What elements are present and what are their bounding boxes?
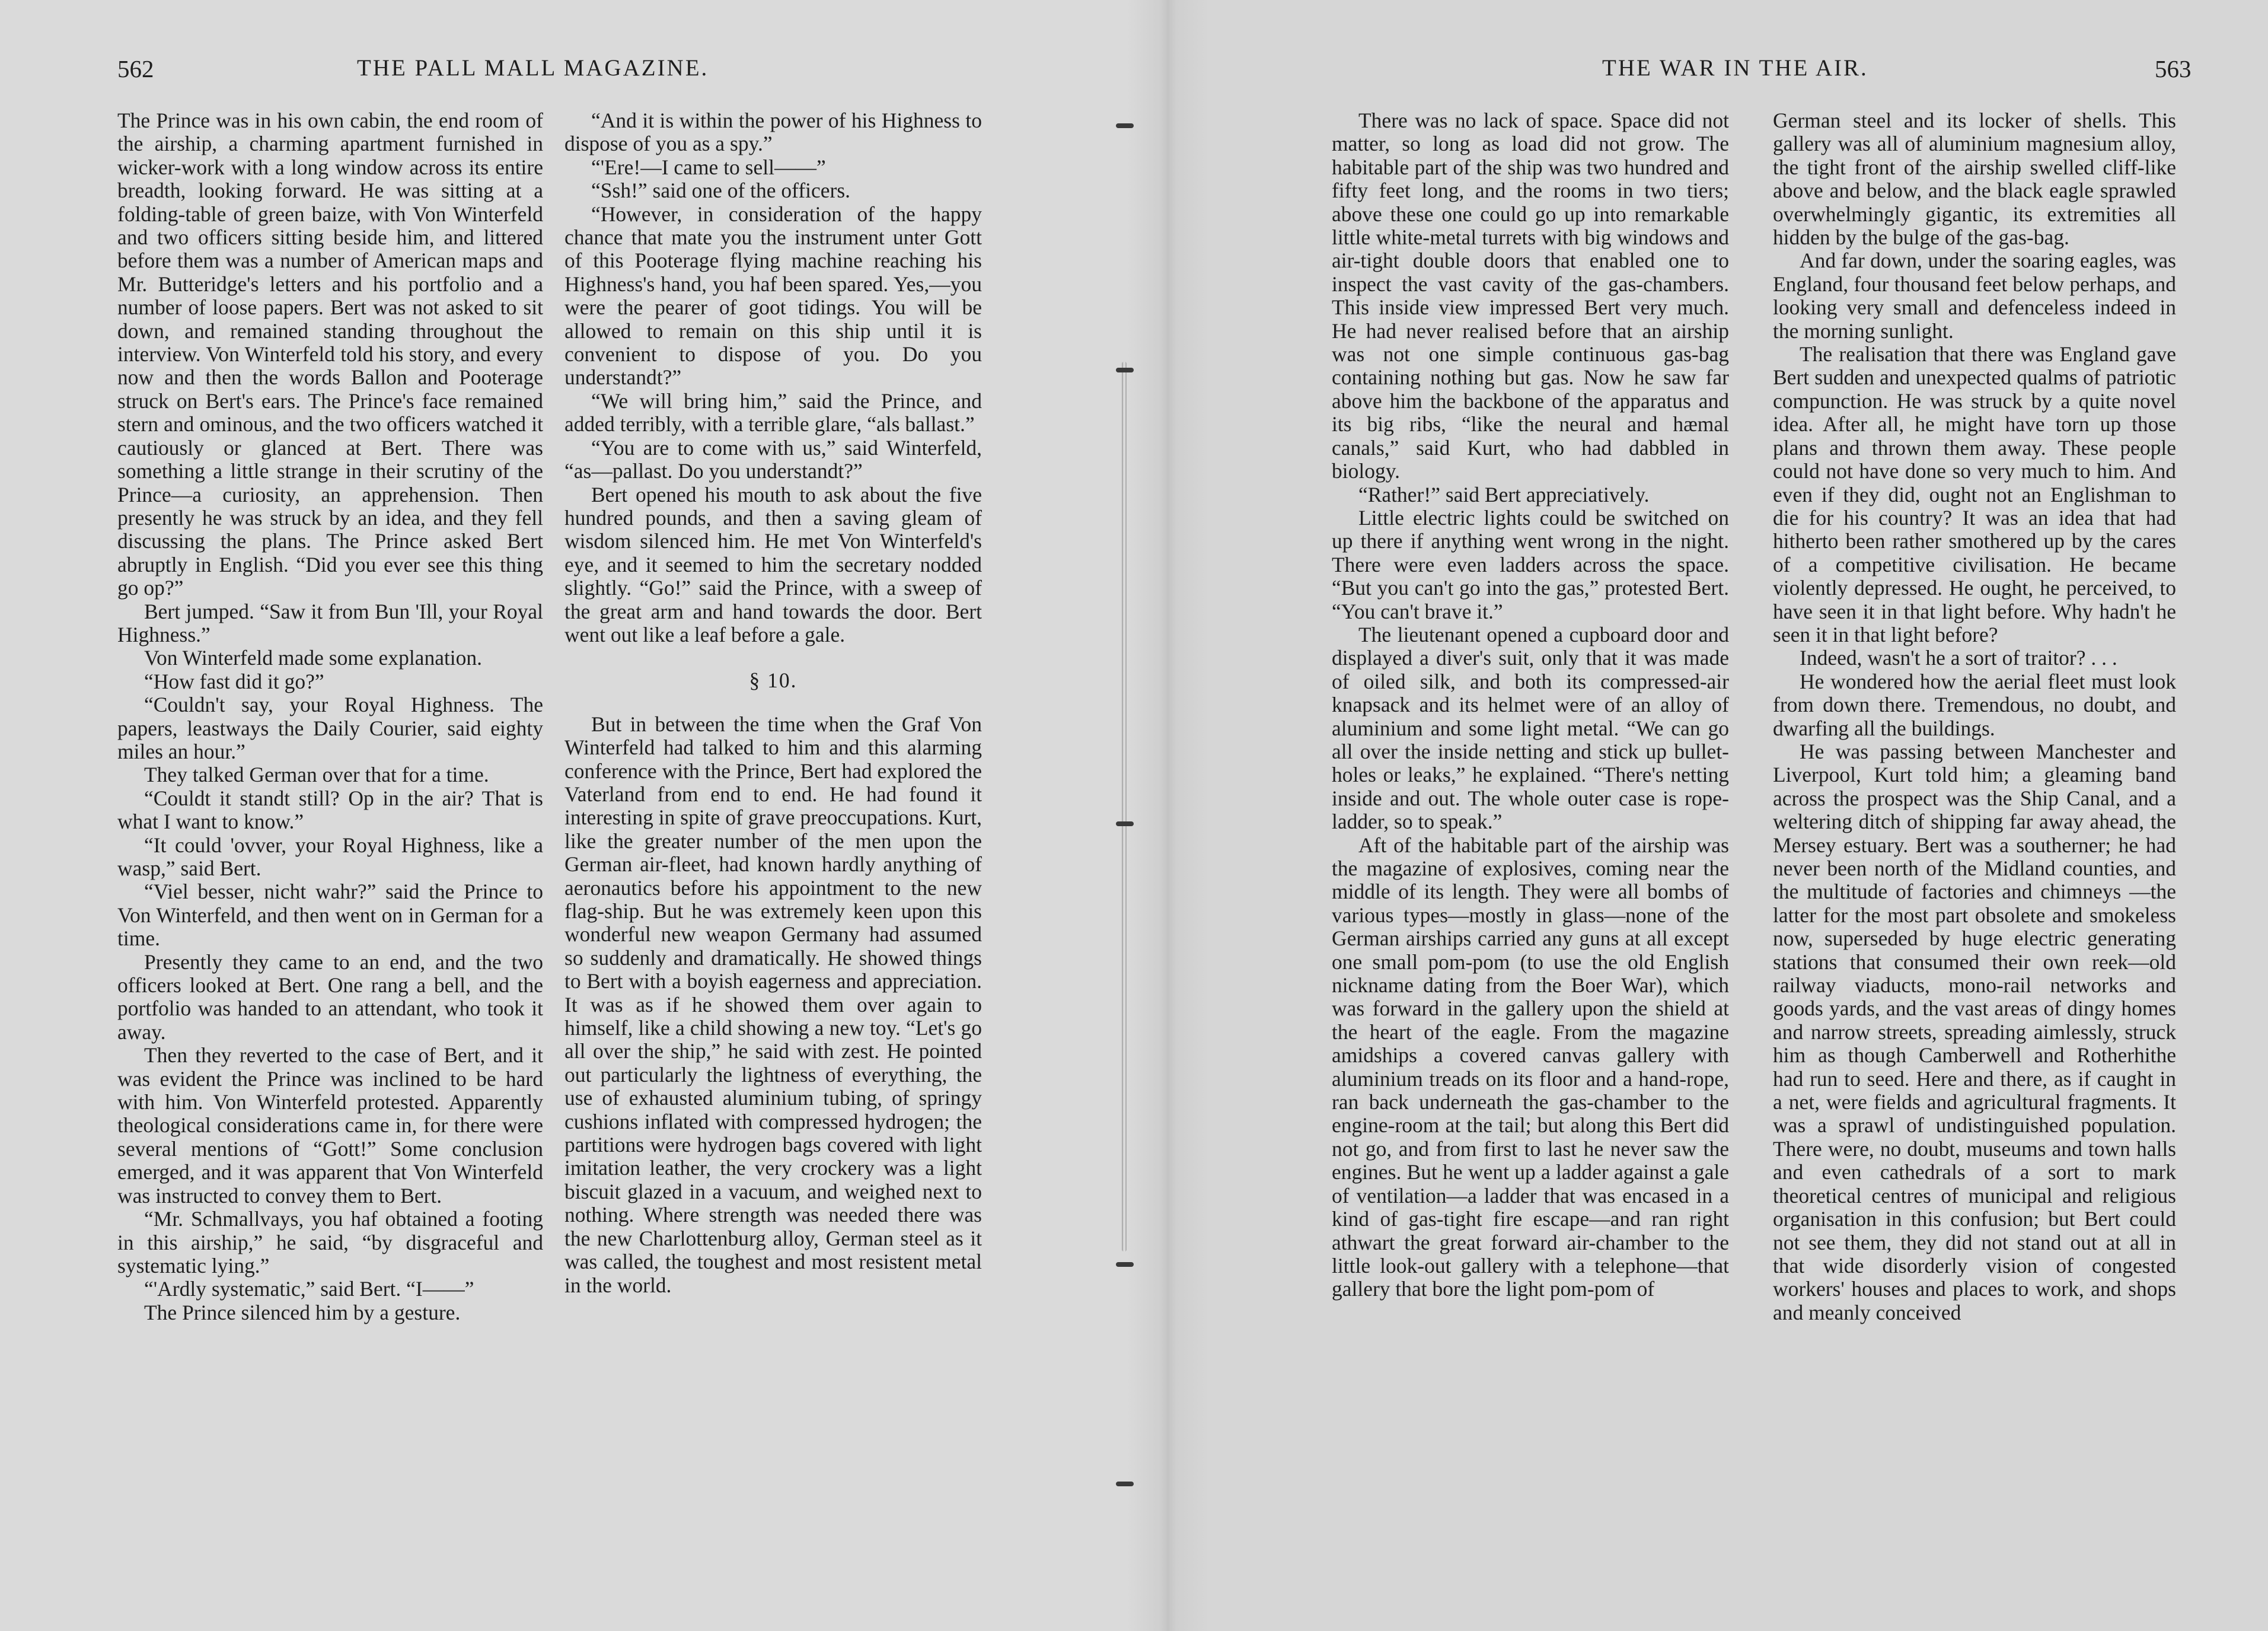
paragraph: “You are to come with us,” said Winterfeld, “as—pallast. Do you understandt?”	[564, 435, 982, 483]
paragraph: There was no lack of space. Space did not matter, so long as load did not grow. The habitable part of the ship was two hundred and fifty feet long, and the rooms in two tiers; above these one could go up into remarkable little white-metal turrets with big windows and air-tight double doors that enabled one to inspect the vast cavity of the gas-chambers. This inside view impressed Bert very much. He had never realised before that an airship was not one simple continuous gas-bag containing nothing but gas. Now he saw far above him the backbone of the apparatus and its big ribs, “like the neural and hæmal canals,” said Kurt, who had dabbled in biology.	[1332, 109, 1729, 483]
paragraph: The Prince was in his own cabin, the end room of the airship, a charming apartment furnished in wicker-work with a long window across its entire breadth, looking forward. He was sitting at a folding-table of green baize, with Von Winterfeld and two officers sitting beside him, and littered before them was a number of American maps and Mr. Butteridge's letters and his portfolio and a number of loose papers. Bert was not asked to sit down, and remained standing throughout the interview. Von Winterfeld told his story, and every now and then the words Ballon and Pooterage struck on Bert's ears. The Prince's face remained stern and ominous, and the two officers watched it cautiously or glanced at Bert. There was something a little strange in their scrutiny of the Prince—a curiosity, an apprehension. Then presently he was struck by an idea, and they fell discussing the plans. The Prince asked Bert abruptly in English. “Did you ever see this thing go op?”	[117, 109, 543, 600]
right-page	[1168, 0, 2268, 1631]
binding-stitch	[1116, 1482, 1134, 1486]
paragraph: “Rather!” said Bert appreciatively.	[1358, 482, 1650, 506]
binding-stitch	[1116, 821, 1134, 826]
left-page-number: 562	[117, 55, 154, 82]
paragraph: “And it is within the power of his Highness to dispose of you as a spy.”	[564, 109, 982, 156]
paragraph: “Couldt it standt still? Op in the air? That is what I want to know.”	[117, 786, 543, 834]
paragraph: Then they reverted to the case of Bert, and it was evident the Prince was inclined to be hard with him. Von Winterfeld protested. Apparently theological considerations came in, for there were several mentions of “Gott!” Some conclusion emerged, and it was apparent that Von Winterfeld was instructed to convey them to Bert.	[117, 1043, 543, 1208]
paragraph: Indeed, wasn't he a sort of traitor? . . .	[1800, 646, 2117, 670]
paragraph: The realisation that there was England gave Bert sudden and unexpected qualms of patriotic compunction. He was struck by a quite novel idea. After all, he might have torn up those plans and thrown them away. These people could not have done so very much to him. And even if they did, ought not an Englishman to die for his country? It was an idea that had hitherto been rather smothered up by the cares of a competitive civilisation. He became violently depressed. He ought, he perceived, to have seen it in that light before. Why hadn't he seen it in that light before?	[1773, 342, 2176, 646]
paragraph: Little electric lights could be switched on up there if anything went wrong in the night. There were even ladders across the space. “But you can't go into the gas,” protested Bert. “You can't brave it.”	[1332, 505, 1729, 623]
paragraph: He wondered how the aerial fleet must look from down there. Tremendous, no doubt, and dwarfing all the buildings.	[1773, 669, 2176, 740]
paragraph: Bert jumped. “Saw it from Bun 'Ill, your Royal Highness.”	[117, 599, 543, 646]
binding-stitch	[1116, 368, 1134, 372]
binding-stitch	[1116, 1262, 1134, 1267]
paragraph: “Mr. Schmallvays, you haf obtained a footing in this airship,” he said, “by disgraceful and systematic lying.”	[117, 1207, 543, 1278]
paragraph: “'Ere!—I came to sell——”	[591, 155, 826, 179]
paragraph: Bert opened his mouth to ask about the five hundred pounds, and then a saving gleam of wisdom silenced him. He met Von Winterfeld's eye, and it seemed to him the secretary nodded slightly. “Go!” said the Prince, with a sweep of the great arm and hand towards the door. Bert went out like a leaf before a gale.	[564, 482, 982, 646]
paragraph: And far down, under the soaring eagles, was England, four thousand feet below perhaps, and looking very small and defenceless indeed in the morning sunlight.	[1773, 249, 2176, 343]
right-running-head: THE WAR IN THE AIR.	[1602, 55, 1868, 81]
paragraph: Von Winterfeld made some explanation.	[144, 646, 483, 670]
left-column-2	[564, 109, 982, 1297]
left-running-head: THE PALL MALL MAGAZINE.	[357, 55, 709, 81]
binding-thread	[1122, 362, 1127, 1251]
paragraph: “Viel besser, nicht wahr?” said the Prince to Von Winterfeld, and then went on in German for a time.	[117, 880, 543, 951]
right-page-number: 563	[2155, 55, 2192, 82]
right-column-1	[1332, 109, 1729, 1301]
binding-stitch	[1116, 123, 1134, 128]
paragraph: The Prince silenced him by a gesture.	[144, 1300, 461, 1324]
paragraph: He was passing between Manchester and Liverpool, Kurt told him; a gleaming band across the prospect was the Ship Canal, and a weltering ditch of shipping far away ahead, the Mersey estuary. Bert was a southerner; he had never been north of the Midland counties, and the multitude of factories and chimneys —the latter for the most part obsolete and smokeless now, superseded by huge electric generating stations that consumed their own reek—old railway viaducts, mono-rail networks and goods yards, and the vast areas of dingy homes and narrow streets, spreading aimlessly, struck him as though Camberwell and Rotherhithe had run to seed. Here and there, as if caught in a net, were fields and agricultural fragments. It was a sprawl of undistinguished population. There were, no doubt, museums and town halls and even cathedrals of a sort to mark theoretical centres of municipal and religious organisation in this confusion; but Bert could not see them, they did not stand out at all in that wide disorderly vision of congested workers' houses and places to work, and shops and meanly conceived	[1773, 739, 2176, 1324]
right-column-2	[1773, 109, 2176, 1324]
paragraph: “'Ardly systematic,” said Bert. “I——”	[144, 1277, 474, 1301]
paragraph: “Couldn't say, your Royal Highness. The papers, leastways the Daily Courier, said eighty miles an hour.”	[117, 693, 543, 763]
paragraph: “Ssh!” said one of the officers.	[591, 179, 851, 203]
paragraph: Presently they came to an end, and the two officers looked at Bert. One rang a bell, and the portfolio was handed to an attendant, who took it away.	[117, 950, 543, 1044]
paragraph: “How fast did it go?”	[144, 669, 324, 693]
paragraph: “However, in consideration of the happy chance that mate you the instrument unter Gott of this Pooterage flying machine reaching his Highness's hand, you haf been spared. Yes,—you were the pearer of goot tidings. You will be allowed to remain on this ship until it is convenient to dispose of you. Do you understandt?”	[564, 202, 982, 390]
paragraph: German steel and its locker of shells. This gallery was all of aluminium magnesium alloy, the tight front of the airship swelled cliff-like above and below, and the black eagle sprawled overwhelmingly gigantic, its extremities all hidden by the bulge of the gas-bag.	[1773, 109, 2176, 250]
paragraph: “It could 'ovver, your Royal Highness, like a wasp,” said Bert.	[117, 833, 543, 880]
paragraph: “We will bring him,” said the Prince, and added terribly, with a terrible glare, “als ballast.”	[564, 388, 982, 437]
paragraph: But in between the time when the Graf Von Winterfeld had talked to him and this alarming conference with the Prince, Bert had explored the Vaterland from end to end. He had found it interesting in spite of grave preoccupations. Kurt, like the greater number of the men upon the German air-fleet, had known hardly anything of aeronautics before his appointment to the new flag-ship. But he was extremely keen upon this wonderful new weapon Germany had assumed so suddenly and dramatically. He showed things to Bert with a boyish eagerness and appreciation. It was as if he showed them over again to himself, like a child showing a new toy. “Let's go all over the ship,” he said with zest. He pointed out particularly the lightness of everything, the use of exhausted aluminium tubing, of springy cushions inflated with compressed hydrogen; the partitions were hydrogen bags covered with light imitation leather, the very crockery was a light biscuit glazed in a vacuum, and weighed next to nothing. Where strength was needed there was the new Charlottenburg alloy, German steel as it was called, the toughest and most resistent metal in the world.	[564, 712, 982, 1297]
section-heading: § 10.	[749, 668, 798, 693]
book-gutter	[1127, 0, 1210, 1631]
left-column-1	[117, 109, 543, 1324]
paragraph: Aft of the habitable part of the airship was the magazine of explosives, coming near the middle of its length. They were all bombs of various types—mostly in glass—none of the German airships carried any guns at all except one small pom-pom (to use the old English nickname dating from the Boer War), which was forward in the gallery upon the shield at the heart of the eagle. From the magazine amidships a covered canvas gallery with aluminium treads on its floor and a hand-rope, ran back underneath the gas-chamber to the engine-room at the tail; but along this Bert did not go, and from first to last he never saw the engines. But he went up a ladder against a gale of ventilation—a ladder that was encased in a kind of gas-tight fire escape—and ran right athwart the great forward air-chamber to the little look-out gallery with a telephone—that gallery that bore the light pom-pom of	[1332, 833, 1729, 1301]
paragraph: The lieutenant opened a cupboard door and displayed a diver's suit, only that it was made of oiled silk, and both its compressed-air knapsack and its helmet were of an alloy of aluminium and some light metal. “We can go all over the inside netting and stick up bullet-holes or leaks,” he explained. “There's netting inside and out. The whole outer case is rope-ladder, so to speak.”	[1332, 622, 1729, 834]
paragraph: They talked German over that for a time.	[144, 763, 489, 787]
